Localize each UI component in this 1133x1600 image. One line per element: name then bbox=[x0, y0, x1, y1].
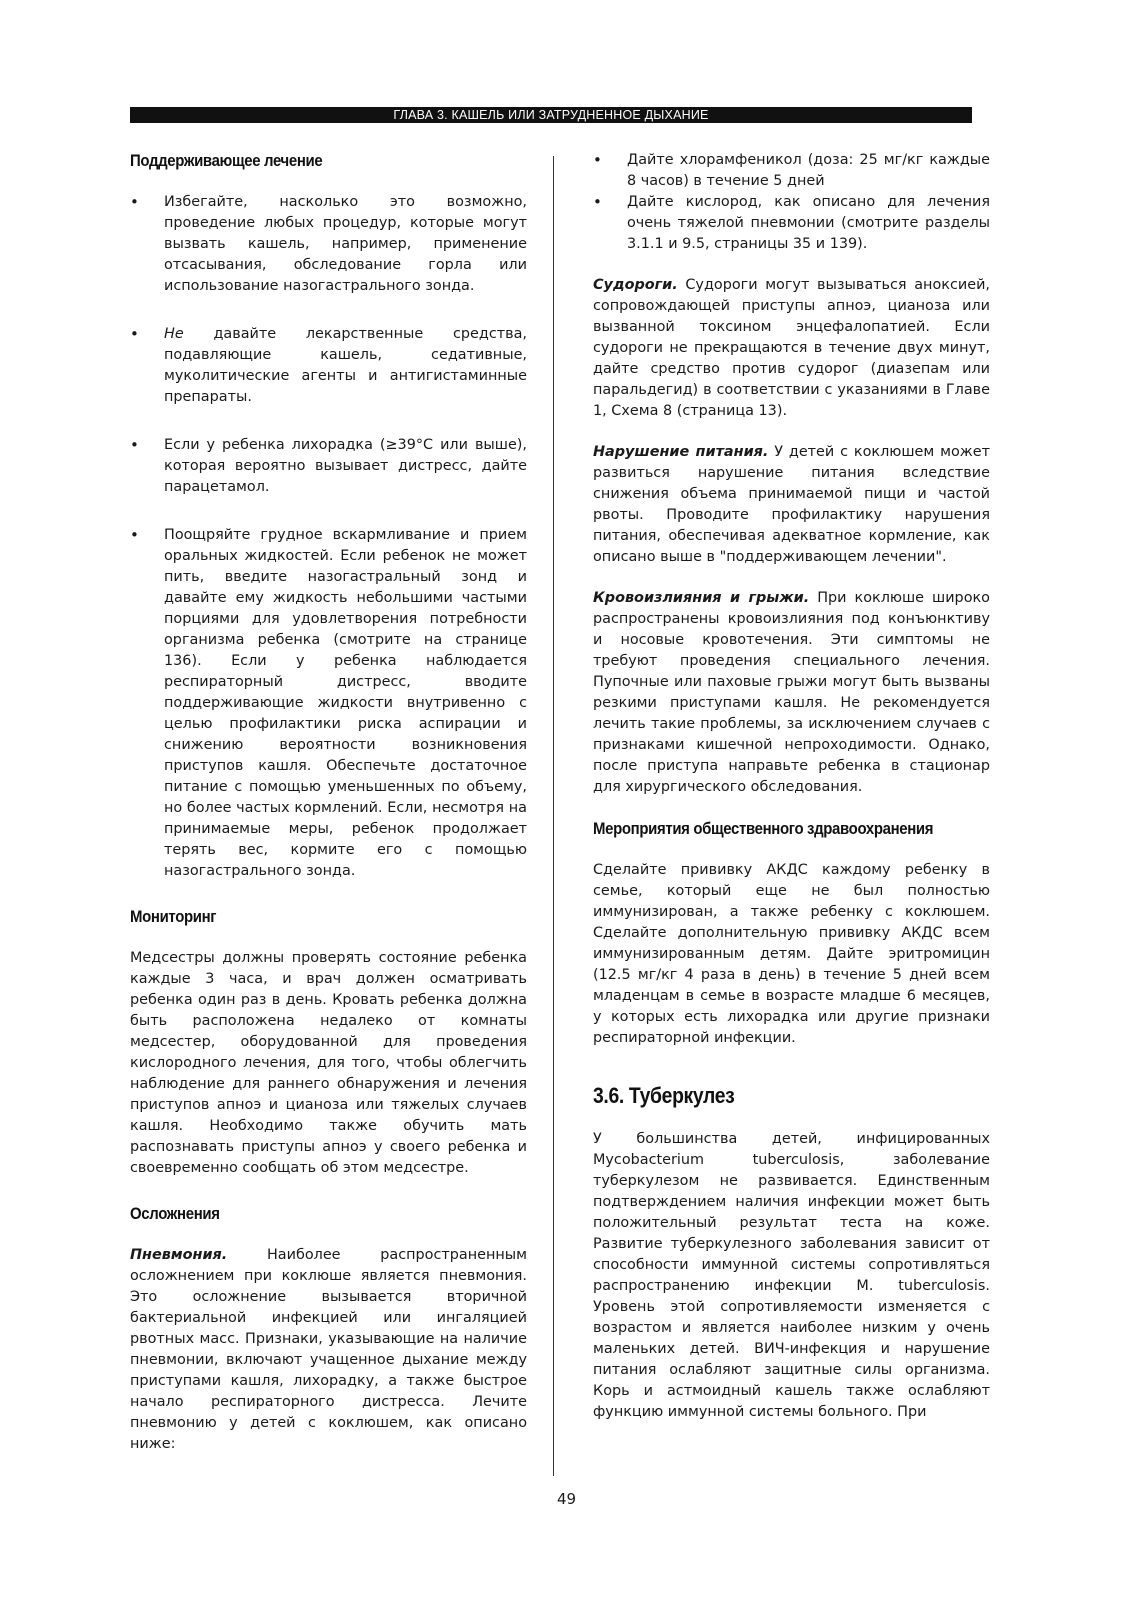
heading-monitoring: Мониторинг bbox=[130, 907, 217, 926]
column-divider bbox=[553, 156, 554, 1476]
malnutrition-text: У детей с коклюшем может развиться нарушение питания вследствие снижения объема принимаемой пищи и частой рвоты. Проводите профилактику нарушения питания, обеспечивая адекватное кормление, как описано выше в "поддерживающем лечении". bbox=[593, 444, 990, 565]
malnutrition-paragraph bbox=[593, 442, 990, 568]
hemorrhage-lead: Кровоизлияния и грыжи. bbox=[593, 590, 810, 606]
heading-complications: Осложнения bbox=[130, 1204, 220, 1223]
malnutrition-lead: Нарушение питания. bbox=[593, 444, 769, 460]
convulsions-text: Судороги могут вызываться аноксией, сопровождающей приступы апноэ, цианоза или вызванной токсином энцефалопатией. Если судороги не прекращаются в течение двух минут, дайте средство против судорог (диазепам или паральдегид) в соответствии с указаниями в Главе 1, Схема 8 (страница 13). bbox=[593, 277, 990, 419]
list-item bbox=[130, 192, 527, 297]
pneumonia-paragraph bbox=[130, 1245, 527, 1455]
left-column bbox=[130, 150, 527, 1455]
monitoring-text: Медсестры должны проверять состояние ребенка каждые 3 часа, и врач должен осматривать ребенка один раз в день. Кровать ребенка должна быть расположена недалеко от комнаты медсестер, оборудованной для проведения кислородного лечения, для того, чтобы облегчить наблюдение для раннего обнаружения и лечения приступов апноэ и цианоза или тяжелых случаев кашля. Необходимо также обучить мать распознавать приступы апноэ у своего ребенка и своевременно сообщать об этом медсестре. bbox=[130, 950, 527, 1176]
tuberculosis-text: У большинства детей, инфицированных Mycobacterium tuberculosis, заболевание туберкулезом не развивается. Единственным подтверждением наличия инфекции может быть положительный результат теста на коже. Развитие туберкулезного заболевания зависит от способности иммунной системы сопротивляться распространению инфекции M. tuberculosis. Уровень этой сопротивляемости изменяется с возрастом и является наиболее низким у очень маленьких детей. ВИЧ-инфекция и нарушение питания ослабляют защитные силы организма. Корь и астмоидный кашель также ослабляют функцию иммунной системы больного. При bbox=[593, 1131, 990, 1420]
hemorrhage-paragraph bbox=[593, 588, 990, 798]
page-number: 49 bbox=[556, 1490, 577, 1508]
list-item-text: давайте лекарственные средства, подавляющие кашель, седативные, муколитические агенты и антигистаминные препараты. bbox=[164, 326, 527, 405]
pneumonia-lead: Пневмония. bbox=[130, 1247, 228, 1263]
list-item: • Дайте кислород, как описано для лечения очень тяжелой пневмонии (смотрите разделы 3.1.1 и 9.5, страницы 35 и 139). bbox=[593, 192, 990, 255]
pneumonia-text: Наиболее распространенным осложнением при коклюше является пневмония. Это осложнение вызывается вторичной бактериальной инфекцией или ингаляцией рвотных масс. Признаки, указывающие на наличие пневмонии, включают учащенное дыхание между приступами кашля, лихорадку, а также быстрое начало респираторного дистресса. Лечите пневмонию у детей с коклюшем, как описано ниже: bbox=[130, 1247, 527, 1452]
list-item-text: Если у ребенка лихорадка (≥39°C или выше), которая вероятно вызывает дистресс, дайте парацетамол. bbox=[164, 437, 527, 495]
convulsions-paragraph bbox=[593, 275, 990, 422]
heading-tuberculosis: 3.6. Туберкулез bbox=[593, 1083, 735, 1108]
list-item-text: Поощряйте грудное вскармливание и прием оральных жидкостей. Если ребенок не может пить, введите назогастральный зонд и давайте ему жидкость небольшими частыми порциями для удовлетворения потребности организма ребенка (смотрите на странице 136). Если у ребенка наблюдается респираторный дистресс, вводите поддерживающие жидкости внутривенно с целью профилактики риска аспирации и снижению вероятности возникновения приступов кашля. Обеспечьте достаточное питание с помощью уменьшенных по объему, но более частых кормлений. Если, несмотря на принимаемые меры, ребенок продолжает терять вес, кормите его с помощью назогастрального зонда. bbox=[164, 527, 527, 879]
supportive-list bbox=[130, 192, 527, 882]
pneumonia-treatment-list bbox=[593, 150, 990, 255]
right-column bbox=[593, 150, 990, 1423]
public-health-text: Сделайте прививку АКДС каждому ребенку в семье, который еще не был полностью иммунизирован, а также ребенку с коклюшем. Сделайте дополнительную прививку АКДС всем иммунизированным детям. Дайте эритромицин (12.5 мг/кг 4 раза в день) в течение 5 дней всем младенцам в семье в возрасте младше 6 месяцев, у которых есть лихорадка или другие признаки респираторной инфекции. bbox=[593, 862, 990, 1046]
convulsions-lead: Судороги. bbox=[593, 277, 678, 293]
list-item bbox=[130, 435, 527, 498]
heading-supportive: Поддерживающее лечение bbox=[130, 151, 323, 170]
list-item bbox=[130, 525, 527, 882]
list-item bbox=[130, 324, 527, 408]
list-item-lead: Не bbox=[164, 326, 184, 342]
chapter-header: ГЛАВА 3. КАШЕЛЬ ИЛИ ЗАТРУДНЕННОЕ ДЫХАНИЕ bbox=[130, 107, 972, 123]
heading-public-health: Мероприятия общественного здравоохранения bbox=[593, 819, 934, 838]
list-item-text: Избегайте, насколько это возможно, проведение любых процедур, которые могут вызвать кашель, например, применение отсасывания, обследование горла или использование назогастрального зонда. bbox=[164, 194, 527, 294]
list-item: • Дайте хлорамфеникол (доза: 25 мг/кг каждые 8 часов) в течение 5 дней bbox=[593, 150, 990, 192]
hemorrhage-text: При коклюше широко распространены кровоизлияния под конъюнктиву и носовые кровотечения. Эти симптомы не требуют проведения специального лечения. Пупочные или паховые грыжи могут быть вызваны резкими приступами кашля. Не рекомендуется лечить такие проблемы, за исключением случаев с признаками кишечной непроходимости. Однако, после приступа направьте ребенка в стационар для хирургического обследования. bbox=[593, 590, 990, 795]
